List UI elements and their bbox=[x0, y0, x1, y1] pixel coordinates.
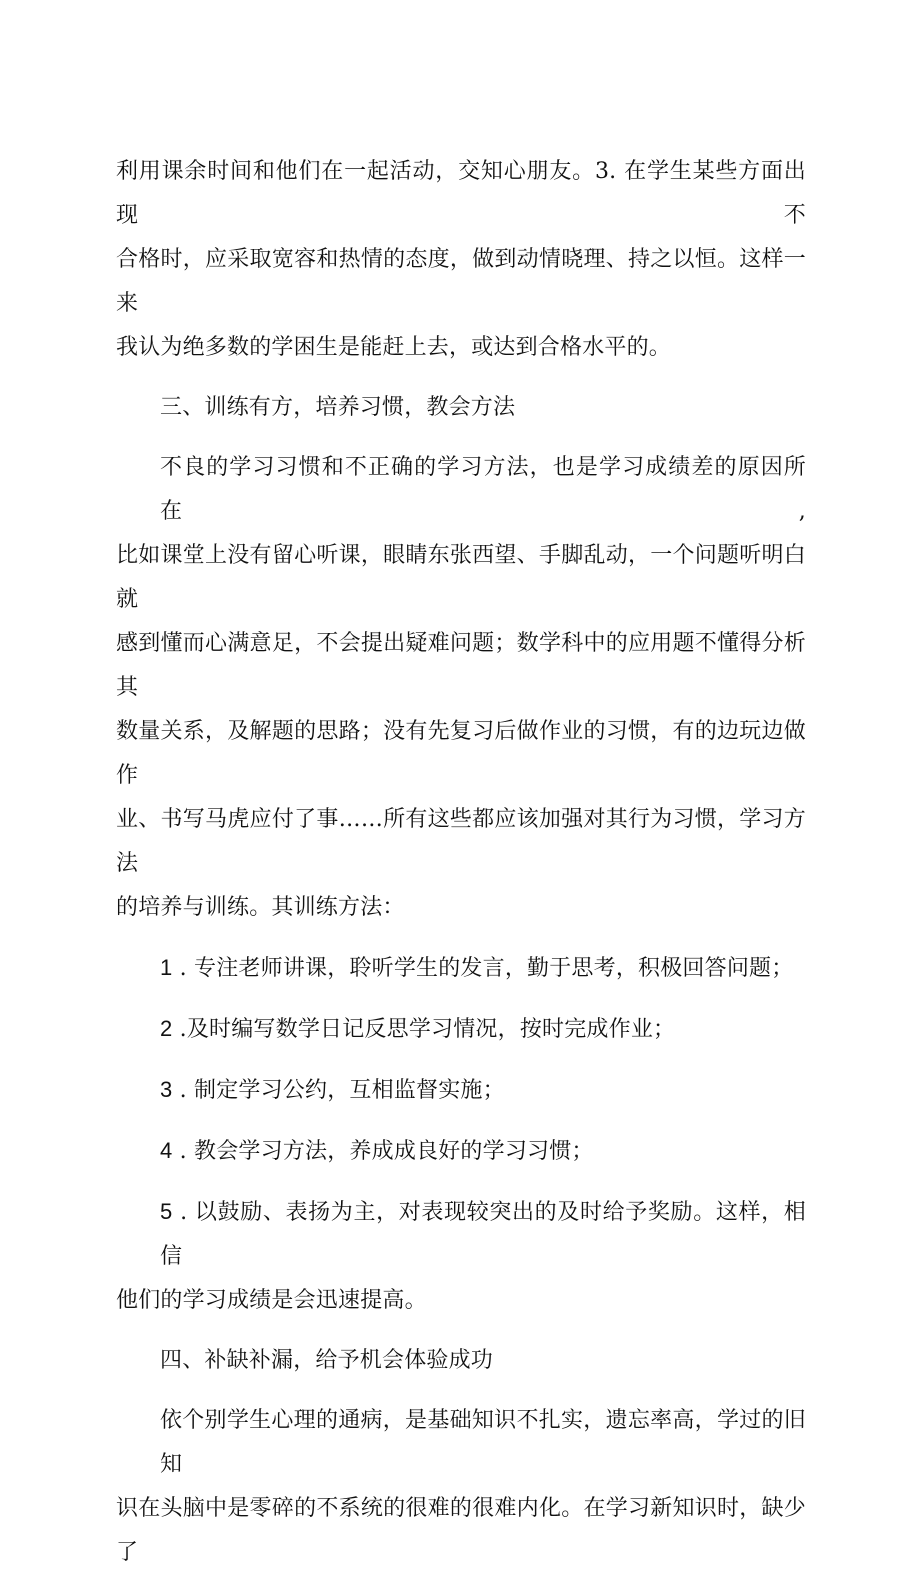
paragraph-3 bbox=[116, 1399, 806, 1575]
list-text: . 专注老师讲课，聆听学生的发言，勤于思考，积极回答问题； bbox=[172, 956, 794, 981]
text-line: 的培养与训练。其训练方法： bbox=[116, 895, 405, 920]
list-text: . 教会学习方法，养成成良好的学习习惯； bbox=[172, 1139, 594, 1164]
text-line: 感到懂而心满意足，不会提出疑难问题；数学科中的应用题不懂得分析其 bbox=[116, 631, 806, 700]
paragraph-2 bbox=[116, 446, 806, 930]
list-item-2 bbox=[116, 1007, 806, 1052]
text-line: 不良的学习习惯和不正确的学习方法，也是学习成绩差的原因所在, bbox=[160, 455, 806, 524]
list-text: . 制定学习公约，互相监督实施； bbox=[172, 1078, 505, 1103]
list-number: 3 bbox=[160, 1077, 173, 1102]
list-item-1 bbox=[116, 946, 806, 991]
list-number: 5 bbox=[160, 1199, 173, 1224]
list-text: . 以鼓励、表扬为主，对表现较突出的及时给予奖励。这样，相信 bbox=[160, 1200, 806, 1269]
document-body bbox=[116, 150, 806, 1575]
section-heading-4: 四、补缺补漏，给予机会体验成功 bbox=[160, 1348, 494, 1373]
text-line: 我认为绝多数的学困生是能赶上去，或达到合格水平的。 bbox=[116, 335, 672, 360]
list-number: 4 bbox=[160, 1138, 173, 1163]
text-line: 依个别学生心理的通病，是基础知识不扎实，遗忘率高，学过的旧知 bbox=[160, 1408, 806, 1477]
list-number: 2 bbox=[160, 1016, 173, 1041]
text-line: 他们的学习成绩是会迅速提高。 bbox=[116, 1288, 427, 1313]
text-line: 利用课余时间和他们在一起活动，交知心朋友。3. 在学生某些方面出现不 bbox=[116, 159, 806, 228]
section-heading-3: 三、训练有方，培养习惯，教会方法 bbox=[160, 395, 516, 420]
paragraph-1 bbox=[116, 150, 806, 370]
text-line: 数量关系，及解题的思路；没有先复习后做作业的习惯，有的边玩边做作 bbox=[116, 719, 806, 788]
text-line: 业、书写马虎应付了事……所有这些都应该加强对其行为习惯，学习方法 bbox=[116, 807, 806, 876]
list-item-3 bbox=[116, 1068, 806, 1113]
text-line: 识在头脑中是零碎的不系统的很难的很难内化。在学习新知识时，缺少了 bbox=[116, 1496, 806, 1565]
list-text: .及时编写数学日记反思学习情况，按时完成作业； bbox=[172, 1017, 676, 1042]
text-line bbox=[116, 1190, 806, 1279]
text-line: 比如课堂上没有留心听课，眼睛东张西望、手脚乱动，一个问题听明白就 bbox=[116, 543, 806, 612]
list-item-5 bbox=[116, 1190, 806, 1323]
list-item-4 bbox=[116, 1129, 806, 1174]
list-number: 1 bbox=[160, 955, 173, 980]
text-line: 合格时，应采取宽容和热情的态度，做到动情晓理、持之以恒。这样一来 bbox=[116, 247, 806, 316]
